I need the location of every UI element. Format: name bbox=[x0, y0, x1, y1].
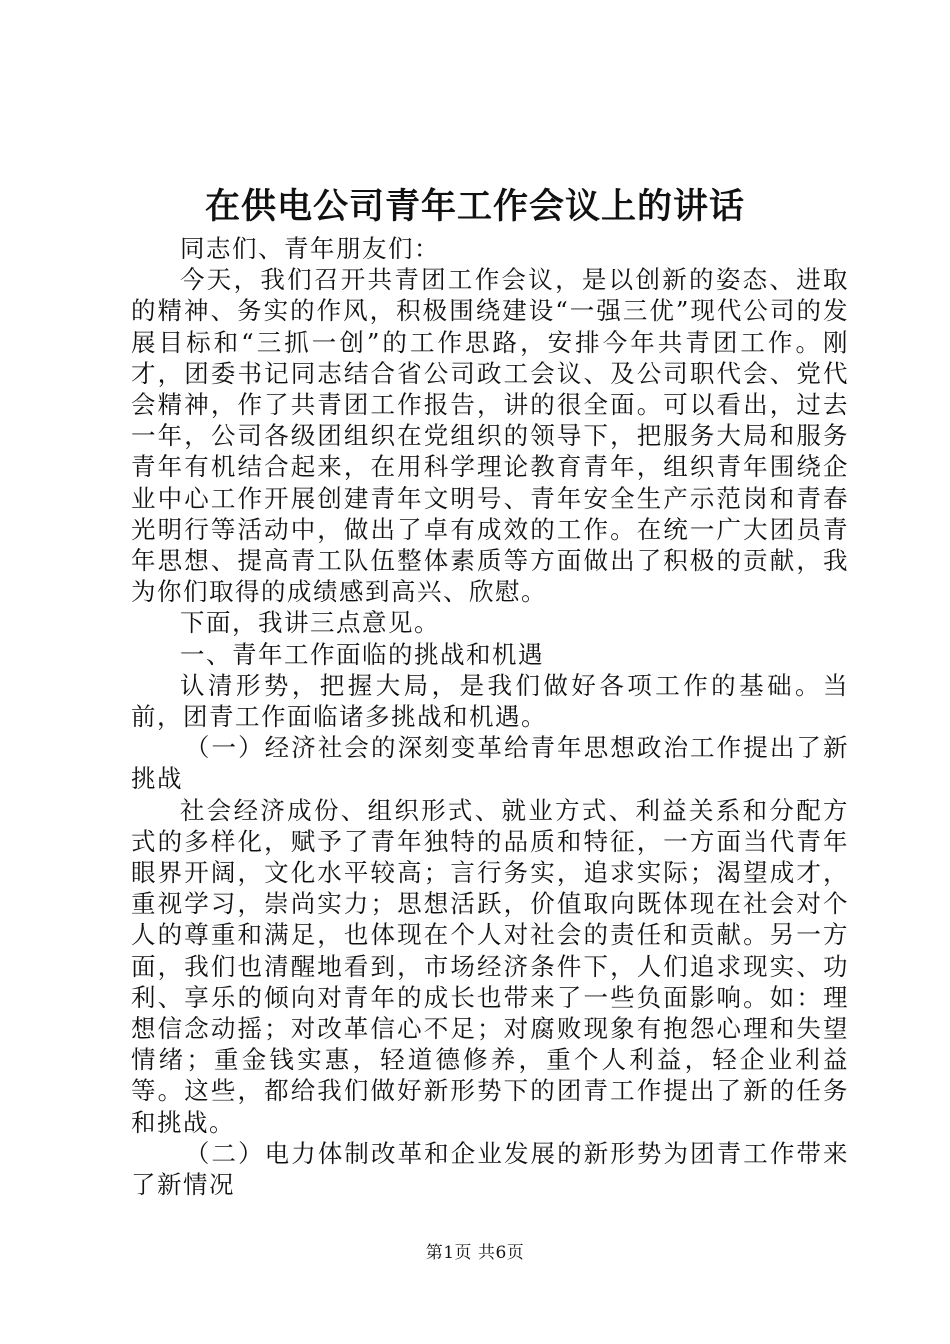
section-heading-1: 一、青年工作面临的挑战和机遇 bbox=[180, 639, 544, 669]
paragraph-salutation: 同志们、青年朋友们： bbox=[180, 234, 440, 263]
document-body bbox=[131, 233, 849, 1200]
paragraph-challenges: 社会经济成份、组织形式、就业方式、利益关系和分配方式的多样化，赋予了青年独特的品质和特征，一方面当代青年眼界开阔，文化水平较高；言行务实，追求实际；渴望成才，重视学习，崇尚实力；思想活跃，价值取向既体现在社会对个人的尊重和满足，也体现在个人对社会的责任和贡献。另一方面，我们也清醒地看到，市场经济条件下，人们追求现实、功利、享乐的倾向对青年的成长也带来了一些负面影响。如：理想信念动摇；对改革信心不足；对腐败现象有抱怨心理和失望情绪；重金钱实惠，轻道德修养，重个人利益，轻企业利益等。这些，都给我们做好新形势下的团青工作提出了新的任务和挑战。 bbox=[131, 795, 849, 1137]
paragraph-opening: 今天，我们召开共青团工作会议，是以创新的姿态、进取的精神、务实的作风，积极围绕建设“一强三优”现代公司的发展目标和“三抓一创”的工作思路，安排今年共青团工作。刚才，团委书记同志结合省公司政工会议、及公司职代会、党代会精神，作了共青团工作报告，讲的很全面。可以看出，过去一年，公司各级团组织在党组织的领导下，把服务大局和服务青年有机结合起来，在用科学理论教育青年，组织青年围绕企业中心工作开展创建青年文明号、青年安全生产示范岗和青春光明行等活动中，做出了卓有成效的工作。在统一广大团员青年思想、提高青工队伍整体素质等方面做出了积极的贡献，我为你们取得的成绩感到高兴、欣慰。 bbox=[131, 265, 849, 607]
subsection-heading-1: （一）经济社会的深刻变革给青年思想政治工作提出了新挑战 bbox=[131, 733, 849, 794]
paragraph-transition: 下面，我讲三点意见。 bbox=[180, 608, 440, 638]
document-title: 在供电公司青年工作会议上的讲话 bbox=[204, 186, 745, 227]
paragraph-situation: 认清形势，把握大局，是我们做好各项工作的基础。当前，团青工作面临诸多挑战和机遇。 bbox=[131, 670, 849, 732]
page-number-footer: 第1页 共6页 bbox=[425, 1243, 525, 1263]
subsection-heading-2: （二）电力体制改革和企业发展的新形势为团青工作带来了新情况 bbox=[131, 1138, 849, 1200]
